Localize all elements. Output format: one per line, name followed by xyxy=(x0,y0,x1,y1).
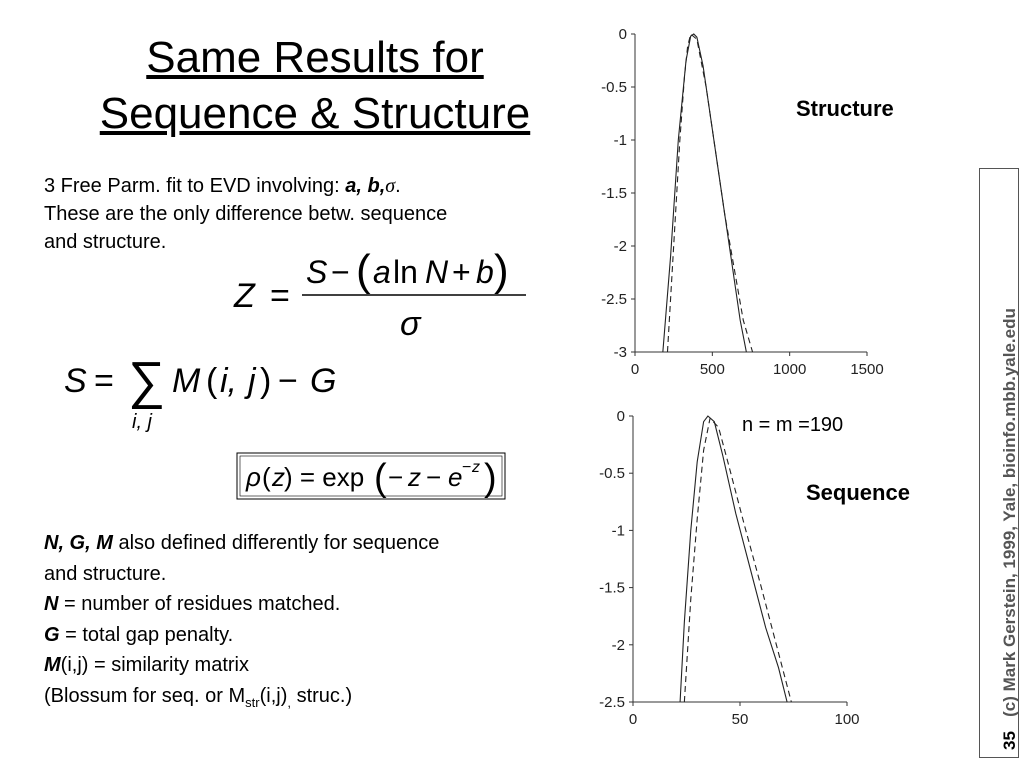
page-number: 35 xyxy=(1000,731,1019,750)
svg-text:i, j: i, j xyxy=(132,411,152,433)
z-score-equation xyxy=(228,245,548,345)
svg-text:Z: Z xyxy=(234,277,255,315)
intro-prefix: 3 Free Parm. fit to EVD involving: xyxy=(44,175,346,197)
y-tick-label: -0.5 xyxy=(599,465,625,483)
y-tick-label: -2 xyxy=(613,238,627,255)
svg-text:S: S xyxy=(306,254,328,290)
definitions-block xyxy=(44,528,584,718)
svg-text:z: z xyxy=(408,462,421,492)
ngm-line-2: and structure. xyxy=(44,562,167,585)
svg-text:j: j xyxy=(248,362,256,400)
intro-sigma: σ xyxy=(385,175,396,197)
svg-text:−: − xyxy=(331,254,350,290)
n-equals-m-label: n = m =190 xyxy=(742,414,844,436)
ngm-text: also defined differently for sequence xyxy=(112,532,440,554)
y-tick-label: -2.5 xyxy=(599,694,625,711)
svg-text:+: + xyxy=(452,254,471,290)
svg-text:−: − xyxy=(278,362,298,400)
svg-text:a: a xyxy=(373,254,391,290)
svg-text:−: − xyxy=(426,462,442,492)
intro-params: a, b, xyxy=(345,175,386,197)
intro-period: . xyxy=(395,175,401,197)
svg-text:ρ: ρ xyxy=(246,462,261,492)
title-line-1: Same Results for xyxy=(146,33,484,82)
x-tick-label: 0 xyxy=(628,711,638,728)
ngm-key: N, G, M xyxy=(44,532,113,554)
svg-text:b: b xyxy=(476,254,494,290)
svg-text:(: ( xyxy=(262,462,271,492)
y-tick-label: -2.5 xyxy=(601,291,627,308)
x-tick-label: 500 xyxy=(699,361,725,378)
x-tick-label: 1500 xyxy=(850,361,884,378)
y-tick-label: -3 xyxy=(613,344,627,361)
blossum-mid: (i,j) xyxy=(259,684,288,707)
svg-text:=: = xyxy=(270,277,290,315)
slide-title xyxy=(40,30,590,142)
svg-text:(: ( xyxy=(206,362,218,400)
svg-text:M: M xyxy=(172,362,201,400)
svg-text:(: ( xyxy=(374,457,387,499)
n-key: N xyxy=(44,593,59,615)
blossum-prefix: (Blossum for seq. or M xyxy=(44,684,246,707)
y-tick-label: -1.5 xyxy=(601,185,627,202)
structure-evd-chart xyxy=(585,20,905,390)
intro-line-2: These are the only difference betw. sequence xyxy=(44,203,448,225)
y-tick-label: -2 xyxy=(611,636,625,654)
svg-text:S: S xyxy=(64,362,87,400)
svg-text:): ) xyxy=(484,457,497,499)
svg-text:∑: ∑ xyxy=(128,352,166,410)
svg-text:−: − xyxy=(388,462,404,492)
g-key: G xyxy=(44,623,60,646)
svg-text:−: − xyxy=(462,459,472,476)
g-text: = total gap penalty. xyxy=(59,623,234,646)
svg-text:): ) xyxy=(494,246,509,295)
evd-density-equation xyxy=(236,452,508,502)
sequence-label: Sequence xyxy=(806,480,910,505)
observed-curve-line xyxy=(680,416,787,702)
m-key: M xyxy=(44,654,61,676)
fitted-curve-line xyxy=(667,34,752,352)
svg-text:ln: ln xyxy=(393,254,418,290)
structure-label: Structure xyxy=(796,96,894,121)
score-sum-equation xyxy=(62,348,362,438)
x-tick-label: 1000 xyxy=(772,361,807,378)
svg-text:z: z xyxy=(472,459,480,476)
y-tick-label: -1.5 xyxy=(599,579,625,597)
y-tick-label: 0 xyxy=(616,408,625,425)
y-tick-label: -1 xyxy=(611,522,625,540)
svg-text:G: G xyxy=(310,362,337,400)
x-tick-label: 0 xyxy=(630,361,640,378)
title-line-2: Sequence & Structure xyxy=(99,89,531,138)
svg-text:): ) xyxy=(260,362,272,400)
svg-text:i,: i, xyxy=(220,362,237,400)
svg-text:z: z xyxy=(272,462,285,492)
svg-text:σ: σ xyxy=(400,305,421,343)
credit-text xyxy=(1000,308,1020,750)
svg-text:=: = xyxy=(94,362,114,400)
y-tick-label: -1 xyxy=(613,132,627,149)
m-text: (i,j) = similarity matrix xyxy=(60,654,250,676)
x-tick-label: 100 xyxy=(834,711,860,728)
intro-line-3: and structure. xyxy=(44,231,167,253)
blossum-sub-2: , xyxy=(287,694,292,710)
svg-text:(: ( xyxy=(356,246,371,295)
blossum-end: struc.) xyxy=(291,684,353,707)
y-tick-label: 0 xyxy=(618,26,627,43)
svg-text:) = exp: ) = exp xyxy=(284,462,365,492)
intro-paragraph xyxy=(44,172,584,256)
svg-text:e: e xyxy=(448,462,463,492)
y-tick-label: -0.5 xyxy=(601,79,627,96)
sequence-evd-chart xyxy=(585,400,875,740)
blossum-sub: str xyxy=(245,694,260,710)
x-tick-label: 50 xyxy=(731,711,749,728)
credit-line: (c) Mark Gerstein, 1999, Yale, bioinfo.mbb.yale.edu xyxy=(1000,308,1019,717)
svg-text:N: N xyxy=(425,254,449,290)
n-text: = number of residues matched. xyxy=(58,593,341,615)
